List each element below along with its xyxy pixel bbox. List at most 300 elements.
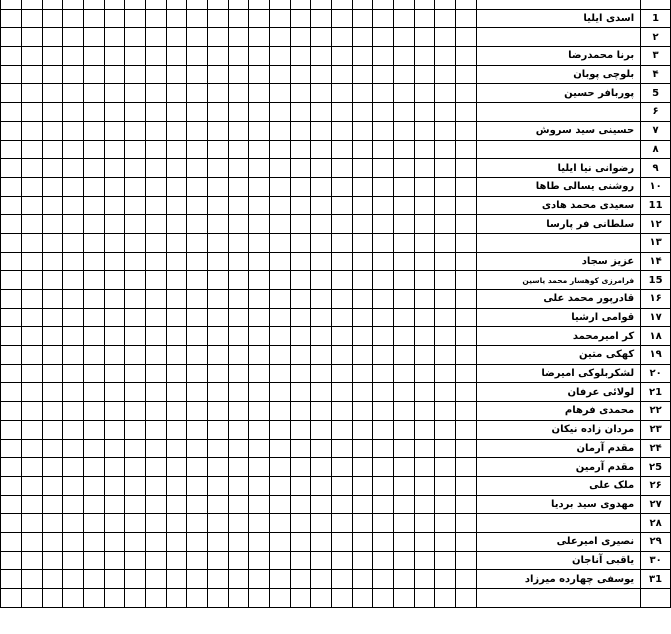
- grade-cell[interactable]: [456, 458, 477, 477]
- grade-cell[interactable]: [125, 159, 146, 178]
- grade-cell[interactable]: [145, 252, 166, 271]
- grade-cell[interactable]: [63, 290, 84, 309]
- grade-cell[interactable]: [331, 495, 352, 514]
- grade-cell[interactable]: [1, 439, 22, 458]
- grade-cell[interactable]: [249, 233, 270, 252]
- grade-cell[interactable]: [435, 121, 456, 140]
- grade-cell[interactable]: [249, 177, 270, 196]
- grade-cell[interactable]: [249, 65, 270, 84]
- grade-cell[interactable]: [414, 439, 435, 458]
- grade-cell[interactable]: [228, 121, 249, 140]
- grade-cell[interactable]: [187, 177, 208, 196]
- grade-cell[interactable]: [456, 439, 477, 458]
- grade-cell[interactable]: [373, 589, 394, 608]
- grade-cell[interactable]: [456, 589, 477, 608]
- grade-cell[interactable]: [83, 532, 104, 551]
- grade-cell[interactable]: [125, 420, 146, 439]
- grade-cell[interactable]: [435, 196, 456, 215]
- grade-cell[interactable]: [42, 47, 63, 66]
- grade-cell[interactable]: [435, 495, 456, 514]
- grade-cell[interactable]: [290, 327, 311, 346]
- grade-cell[interactable]: [21, 159, 42, 178]
- grade-cell[interactable]: [125, 364, 146, 383]
- grade-cell[interactable]: [187, 233, 208, 252]
- grade-cell[interactable]: [145, 589, 166, 608]
- grade-cell[interactable]: [207, 121, 228, 140]
- grade-cell[interactable]: [21, 196, 42, 215]
- grade-cell[interactable]: [290, 121, 311, 140]
- grade-cell[interactable]: [456, 140, 477, 159]
- grade-cell[interactable]: [414, 47, 435, 66]
- grade-cell[interactable]: [63, 402, 84, 421]
- grade-cell[interactable]: [290, 9, 311, 28]
- grade-cell[interactable]: [63, 233, 84, 252]
- grade-cell[interactable]: [83, 308, 104, 327]
- grade-cell[interactable]: [228, 103, 249, 122]
- grade-cell[interactable]: [456, 103, 477, 122]
- grade-cell[interactable]: [414, 290, 435, 309]
- grade-cell[interactable]: [290, 233, 311, 252]
- grade-cell[interactable]: [269, 28, 290, 47]
- grade-cell[interactable]: [145, 215, 166, 234]
- grade-cell[interactable]: [187, 9, 208, 28]
- grade-cell[interactable]: [145, 290, 166, 309]
- grade-cell[interactable]: [373, 196, 394, 215]
- grade-cell[interactable]: [249, 140, 270, 159]
- grade-cell[interactable]: [228, 495, 249, 514]
- grade-cell[interactable]: [21, 177, 42, 196]
- grade-cell[interactable]: [393, 252, 414, 271]
- grade-cell[interactable]: [104, 439, 125, 458]
- grade-cell[interactable]: [269, 346, 290, 365]
- grade-cell[interactable]: [1, 476, 22, 495]
- grade-cell[interactable]: [166, 308, 187, 327]
- grade-cell[interactable]: [311, 159, 332, 178]
- grade-cell[interactable]: [228, 514, 249, 533]
- grade-cell[interactable]: [125, 383, 146, 402]
- grade-cell[interactable]: [228, 439, 249, 458]
- grade-cell[interactable]: [125, 570, 146, 589]
- grade-cell[interactable]: [269, 495, 290, 514]
- grade-cell[interactable]: [63, 140, 84, 159]
- grade-cell[interactable]: [63, 159, 84, 178]
- grade-cell[interactable]: [373, 439, 394, 458]
- grade-cell[interactable]: [249, 196, 270, 215]
- grade-cell[interactable]: [373, 140, 394, 159]
- grade-cell[interactable]: [42, 159, 63, 178]
- grade-cell[interactable]: [414, 196, 435, 215]
- grade-cell[interactable]: [21, 495, 42, 514]
- grade-cell[interactable]: [331, 65, 352, 84]
- grade-cell[interactable]: [269, 327, 290, 346]
- grade-cell[interactable]: [63, 570, 84, 589]
- grade-cell[interactable]: [104, 28, 125, 47]
- grade-cell[interactable]: [290, 215, 311, 234]
- grade-cell[interactable]: [269, 589, 290, 608]
- grade-cell[interactable]: [187, 196, 208, 215]
- grade-cell[interactable]: [456, 0, 477, 9]
- grade-cell[interactable]: [207, 589, 228, 608]
- grade-cell[interactable]: [207, 84, 228, 103]
- grade-cell[interactable]: [435, 215, 456, 234]
- grade-cell[interactable]: [21, 233, 42, 252]
- grade-cell[interactable]: [290, 514, 311, 533]
- grade-cell[interactable]: [311, 364, 332, 383]
- grade-cell[interactable]: [249, 271, 270, 290]
- grade-cell[interactable]: [1, 177, 22, 196]
- grade-cell[interactable]: [435, 364, 456, 383]
- grade-cell[interactable]: [290, 84, 311, 103]
- grade-cell[interactable]: [21, 28, 42, 47]
- grade-cell[interactable]: [456, 28, 477, 47]
- grade-cell[interactable]: [207, 439, 228, 458]
- grade-cell[interactable]: [187, 140, 208, 159]
- grade-cell[interactable]: [456, 9, 477, 28]
- grade-cell[interactable]: [83, 252, 104, 271]
- grade-cell[interactable]: [311, 589, 332, 608]
- grade-cell[interactable]: [228, 233, 249, 252]
- grade-cell[interactable]: [373, 28, 394, 47]
- grade-cell[interactable]: [1, 121, 22, 140]
- grade-cell[interactable]: [228, 271, 249, 290]
- grade-cell[interactable]: [228, 383, 249, 402]
- grade-cell[interactable]: [42, 495, 63, 514]
- grade-cell[interactable]: [373, 121, 394, 140]
- grade-cell[interactable]: [373, 308, 394, 327]
- grade-cell[interactable]: [166, 233, 187, 252]
- grade-cell[interactable]: [311, 28, 332, 47]
- grade-cell[interactable]: [435, 439, 456, 458]
- grade-cell[interactable]: [1, 402, 22, 421]
- grade-cell[interactable]: [331, 84, 352, 103]
- grade-cell[interactable]: [207, 65, 228, 84]
- grade-cell[interactable]: [21, 84, 42, 103]
- grade-cell[interactable]: [42, 28, 63, 47]
- grade-cell[interactable]: [83, 420, 104, 439]
- grade-cell[interactable]: [145, 271, 166, 290]
- grade-cell[interactable]: [352, 495, 373, 514]
- grade-cell[interactable]: [311, 383, 332, 402]
- grade-cell[interactable]: [104, 308, 125, 327]
- grade-cell[interactable]: [393, 121, 414, 140]
- grade-cell[interactable]: [311, 0, 332, 9]
- grade-cell[interactable]: [228, 65, 249, 84]
- grade-cell[interactable]: [269, 308, 290, 327]
- grade-cell[interactable]: [187, 103, 208, 122]
- grade-cell[interactable]: [228, 196, 249, 215]
- grade-cell[interactable]: [414, 308, 435, 327]
- grade-cell[interactable]: [187, 495, 208, 514]
- grade-cell[interactable]: [393, 290, 414, 309]
- grade-cell[interactable]: [207, 177, 228, 196]
- grade-cell[interactable]: [166, 252, 187, 271]
- grade-cell[interactable]: [145, 383, 166, 402]
- grade-cell[interactable]: [125, 439, 146, 458]
- grade-cell[interactable]: [249, 103, 270, 122]
- grade-cell[interactable]: [21, 383, 42, 402]
- grade-cell[interactable]: [269, 0, 290, 9]
- grade-cell[interactable]: [228, 252, 249, 271]
- grade-cell[interactable]: [249, 495, 270, 514]
- grade-cell[interactable]: [207, 346, 228, 365]
- grade-cell[interactable]: [21, 0, 42, 9]
- grade-cell[interactable]: [104, 121, 125, 140]
- grade-cell[interactable]: [187, 0, 208, 9]
- grade-cell[interactable]: [228, 28, 249, 47]
- grade-cell[interactable]: [42, 532, 63, 551]
- grade-cell[interactable]: [166, 84, 187, 103]
- grade-cell[interactable]: [83, 47, 104, 66]
- grade-cell[interactable]: [187, 458, 208, 477]
- grade-cell[interactable]: [456, 121, 477, 140]
- grade-cell[interactable]: [435, 589, 456, 608]
- grade-cell[interactable]: [456, 65, 477, 84]
- grade-cell[interactable]: [187, 215, 208, 234]
- grade-cell[interactable]: [435, 252, 456, 271]
- grade-cell[interactable]: [166, 383, 187, 402]
- grade-cell[interactable]: [414, 551, 435, 570]
- grade-cell[interactable]: [207, 570, 228, 589]
- grade-cell[interactable]: [393, 0, 414, 9]
- grade-cell[interactable]: [456, 215, 477, 234]
- grade-cell[interactable]: [42, 196, 63, 215]
- grade-cell[interactable]: [125, 252, 146, 271]
- grade-cell[interactable]: [207, 0, 228, 9]
- grade-cell[interactable]: [166, 346, 187, 365]
- grade-cell[interactable]: [290, 140, 311, 159]
- grade-cell[interactable]: [435, 346, 456, 365]
- grade-cell[interactable]: [228, 308, 249, 327]
- grade-cell[interactable]: [228, 364, 249, 383]
- grade-cell[interactable]: [414, 570, 435, 589]
- grade-cell[interactable]: [1, 140, 22, 159]
- grade-cell[interactable]: [373, 458, 394, 477]
- grade-cell[interactable]: [42, 570, 63, 589]
- grade-cell[interactable]: [125, 308, 146, 327]
- grade-cell[interactable]: [373, 252, 394, 271]
- grade-cell[interactable]: [42, 252, 63, 271]
- grade-cell[interactable]: [145, 346, 166, 365]
- grade-cell[interactable]: [373, 0, 394, 9]
- grade-cell[interactable]: [1, 458, 22, 477]
- grade-cell[interactable]: [104, 458, 125, 477]
- grade-cell[interactable]: [104, 476, 125, 495]
- grade-cell[interactable]: [21, 514, 42, 533]
- grade-cell[interactable]: [352, 0, 373, 9]
- grade-cell[interactable]: [207, 47, 228, 66]
- grade-cell[interactable]: [331, 103, 352, 122]
- grade-cell[interactable]: [21, 103, 42, 122]
- grade-cell[interactable]: [42, 308, 63, 327]
- grade-cell[interactable]: [1, 252, 22, 271]
- grade-cell[interactable]: [1, 364, 22, 383]
- grade-cell[interactable]: [331, 215, 352, 234]
- grade-cell[interactable]: [311, 290, 332, 309]
- grade-cell[interactable]: [249, 84, 270, 103]
- grade-cell[interactable]: [456, 570, 477, 589]
- grade-cell[interactable]: [269, 103, 290, 122]
- grade-cell[interactable]: [414, 495, 435, 514]
- grade-cell[interactable]: [435, 47, 456, 66]
- grade-cell[interactable]: [166, 47, 187, 66]
- grade-cell[interactable]: [166, 589, 187, 608]
- grade-cell[interactable]: [435, 476, 456, 495]
- grade-cell[interactable]: [435, 9, 456, 28]
- grade-cell[interactable]: [414, 458, 435, 477]
- grade-cell[interactable]: [228, 0, 249, 9]
- grade-cell[interactable]: [414, 252, 435, 271]
- grade-cell[interactable]: [63, 271, 84, 290]
- grade-cell[interactable]: [435, 308, 456, 327]
- grade-cell[interactable]: [352, 121, 373, 140]
- grade-cell[interactable]: [311, 84, 332, 103]
- grade-cell[interactable]: [166, 140, 187, 159]
- grade-cell[interactable]: [1, 65, 22, 84]
- grade-cell[interactable]: [290, 271, 311, 290]
- grade-cell[interactable]: [125, 290, 146, 309]
- grade-cell[interactable]: [373, 495, 394, 514]
- grade-cell[interactable]: [393, 308, 414, 327]
- grade-cell[interactable]: [207, 28, 228, 47]
- grade-cell[interactable]: [456, 383, 477, 402]
- grade-cell[interactable]: [331, 346, 352, 365]
- grade-cell[interactable]: [311, 65, 332, 84]
- grade-cell[interactable]: [166, 196, 187, 215]
- grade-cell[interactable]: [21, 140, 42, 159]
- grade-cell[interactable]: [42, 9, 63, 28]
- grade-cell[interactable]: [352, 476, 373, 495]
- grade-cell[interactable]: [456, 271, 477, 290]
- grade-cell[interactable]: [104, 383, 125, 402]
- grade-cell[interactable]: [249, 420, 270, 439]
- grade-cell[interactable]: [207, 458, 228, 477]
- grade-cell[interactable]: [290, 420, 311, 439]
- grade-cell[interactable]: [228, 570, 249, 589]
- grade-cell[interactable]: [331, 439, 352, 458]
- grade-cell[interactable]: [166, 9, 187, 28]
- grade-cell[interactable]: [290, 196, 311, 215]
- grade-cell[interactable]: [249, 383, 270, 402]
- grade-cell[interactable]: [435, 65, 456, 84]
- grade-cell[interactable]: [63, 495, 84, 514]
- grade-cell[interactable]: [83, 271, 104, 290]
- grade-cell[interactable]: [393, 47, 414, 66]
- grade-cell[interactable]: [393, 476, 414, 495]
- grade-cell[interactable]: [331, 514, 352, 533]
- grade-cell[interactable]: [373, 570, 394, 589]
- grade-cell[interactable]: [373, 476, 394, 495]
- grade-cell[interactable]: [352, 47, 373, 66]
- grade-cell[interactable]: [414, 420, 435, 439]
- grade-cell[interactable]: [42, 420, 63, 439]
- grade-cell[interactable]: [83, 514, 104, 533]
- grade-cell[interactable]: [249, 308, 270, 327]
- grade-cell[interactable]: [21, 570, 42, 589]
- grade-cell[interactable]: [207, 290, 228, 309]
- grade-cell[interactable]: [311, 346, 332, 365]
- grade-cell[interactable]: [311, 215, 332, 234]
- grade-cell[interactable]: [207, 215, 228, 234]
- grade-cell[interactable]: [331, 290, 352, 309]
- grade-cell[interactable]: [249, 551, 270, 570]
- grade-cell[interactable]: [125, 495, 146, 514]
- grade-cell[interactable]: [187, 476, 208, 495]
- grade-cell[interactable]: [393, 271, 414, 290]
- grade-cell[interactable]: [42, 383, 63, 402]
- grade-cell[interactable]: [21, 252, 42, 271]
- grade-cell[interactable]: [435, 177, 456, 196]
- grade-cell[interactable]: [414, 532, 435, 551]
- grade-cell[interactable]: [311, 252, 332, 271]
- grade-cell[interactable]: [352, 551, 373, 570]
- grade-cell[interactable]: [207, 103, 228, 122]
- grade-cell[interactable]: [104, 271, 125, 290]
- grade-cell[interactable]: [187, 327, 208, 346]
- grade-cell[interactable]: [352, 420, 373, 439]
- grade-cell[interactable]: [331, 252, 352, 271]
- grade-cell[interactable]: [83, 9, 104, 28]
- grade-cell[interactable]: [166, 159, 187, 178]
- grade-cell[interactable]: [145, 233, 166, 252]
- grade-cell[interactable]: [249, 439, 270, 458]
- grade-cell[interactable]: [207, 364, 228, 383]
- grade-cell[interactable]: [435, 327, 456, 346]
- grade-cell[interactable]: [83, 103, 104, 122]
- grade-cell[interactable]: [435, 402, 456, 421]
- grade-cell[interactable]: [83, 476, 104, 495]
- grade-cell[interactable]: [311, 271, 332, 290]
- grade-cell[interactable]: [249, 532, 270, 551]
- grade-cell[interactable]: [145, 495, 166, 514]
- grade-cell[interactable]: [311, 514, 332, 533]
- grade-cell[interactable]: [145, 308, 166, 327]
- grade-cell[interactable]: [187, 159, 208, 178]
- grade-cell[interactable]: [352, 364, 373, 383]
- grade-cell[interactable]: [373, 420, 394, 439]
- grade-cell[interactable]: [145, 570, 166, 589]
- grade-cell[interactable]: [456, 551, 477, 570]
- grade-cell[interactable]: [145, 402, 166, 421]
- grade-cell[interactable]: [207, 551, 228, 570]
- grade-cell[interactable]: [166, 532, 187, 551]
- grade-cell[interactable]: [352, 84, 373, 103]
- grade-cell[interactable]: [63, 532, 84, 551]
- grade-cell[interactable]: [63, 84, 84, 103]
- grade-cell[interactable]: [352, 589, 373, 608]
- grade-cell[interactable]: [125, 458, 146, 477]
- grade-cell[interactable]: [166, 495, 187, 514]
- grade-cell[interactable]: [83, 0, 104, 9]
- grade-cell[interactable]: [456, 346, 477, 365]
- grade-cell[interactable]: [414, 514, 435, 533]
- grade-cell[interactable]: [83, 364, 104, 383]
- grade-cell[interactable]: [104, 551, 125, 570]
- grade-cell[interactable]: [311, 458, 332, 477]
- grade-cell[interactable]: [1, 28, 22, 47]
- grade-cell[interactable]: [269, 84, 290, 103]
- grade-cell[interactable]: [125, 84, 146, 103]
- grade-cell[interactable]: [249, 364, 270, 383]
- grade-cell[interactable]: [145, 514, 166, 533]
- grade-cell[interactable]: [373, 532, 394, 551]
- grade-cell[interactable]: [83, 439, 104, 458]
- grade-cell[interactable]: [83, 28, 104, 47]
- grade-cell[interactable]: [63, 589, 84, 608]
- grade-cell[interactable]: [331, 121, 352, 140]
- grade-cell[interactable]: [393, 589, 414, 608]
- grade-cell[interactable]: [104, 532, 125, 551]
- grade-cell[interactable]: [290, 252, 311, 271]
